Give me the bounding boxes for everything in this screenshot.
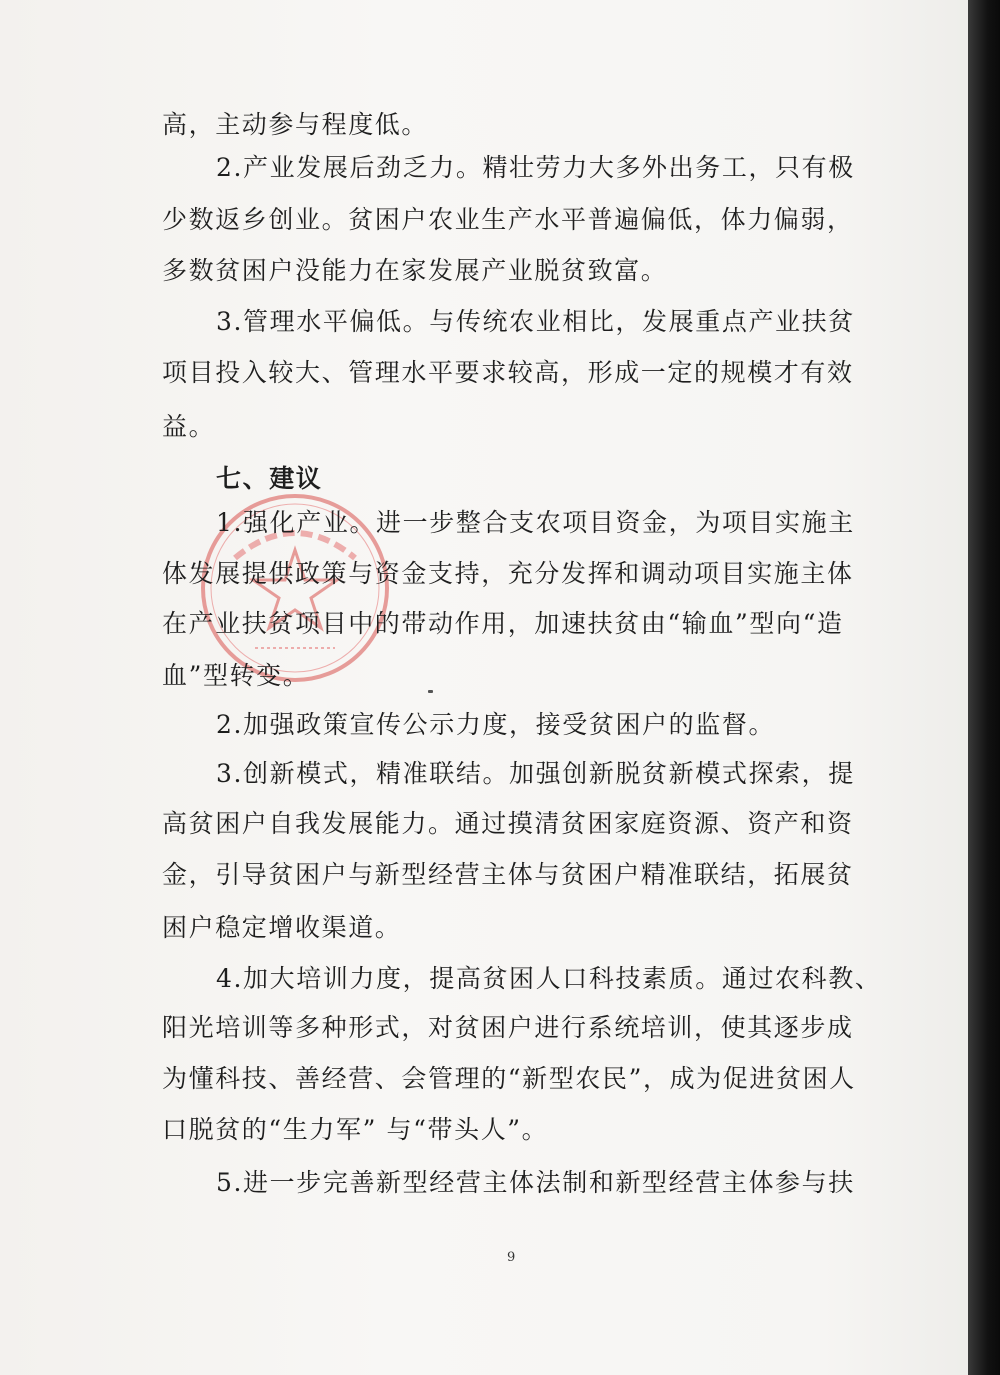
text-line: 少数返乡创业。贫困户农业生产水平普遍偏低，体力偏弱，	[162, 205, 854, 234]
text-line: 为懂科技、善经营、会管理的“新型农民”，成为促进贫困人	[162, 1064, 856, 1093]
page-number: 9	[507, 1250, 516, 1265]
text-line: 2.加强政策宣传公示力度，接受贫困户的监督。	[216, 710, 776, 739]
text-line: 金，引导贫困户与新型经营主体与贫困户精准联结，拓展贫	[162, 860, 854, 889]
text-line: 3.管理水平偏低。与传统农业相比，发展重点产业扶贫	[216, 307, 855, 336]
text-line: 3.创新模式，精准联结。加强创新脱贫新模式探索，提	[216, 759, 855, 788]
scan-speck	[428, 690, 433, 693]
text-line: 高，主动参与程度低。	[162, 110, 429, 139]
section-heading: 七、建议	[216, 464, 323, 493]
scan-border	[968, 0, 1000, 1375]
text-line: 困户稳定增收渠道。	[162, 913, 402, 942]
text-line: 高贫困户自我发展能力。通过摸清贫困家庭资源、资产和资	[162, 809, 854, 838]
text-line: 1.强化产业。进一步整合支农项目资金，为项目实施主	[216, 508, 855, 537]
text-line: 益。	[162, 412, 216, 441]
text-line: 体发展提供政策与资金支持，充分发挥和调动项目实施主体	[162, 559, 854, 588]
text-line: 血”型转变。	[162, 661, 310, 690]
text-line: 项目投入较大、管理水平要求较高，形成一定的规模才有效	[162, 358, 854, 387]
text-line: 4.加大培训力度，提高贫困人口科技素质。通过农科教、	[216, 964, 882, 993]
text-line: 2.产业发展后劲乏力。精壮劳力大多外出务工，只有极	[216, 153, 855, 182]
text-line: 5.进一步完善新型经营主体法制和新型经营主体参与扶	[216, 1168, 855, 1197]
text-line: 阳光培训等多种形式，对贫困户进行系统培训，使其逐步成	[162, 1013, 854, 1042]
text-line: 在产业扶贫项目中的带动作用，加速扶贫由“输血”型向“造	[162, 609, 844, 638]
text-line: 口脱贫的“生力军” 与“带头人”。	[162, 1115, 549, 1144]
text-line: 多数贫困户没能力在家发展产业脱贫致富。	[162, 256, 668, 285]
